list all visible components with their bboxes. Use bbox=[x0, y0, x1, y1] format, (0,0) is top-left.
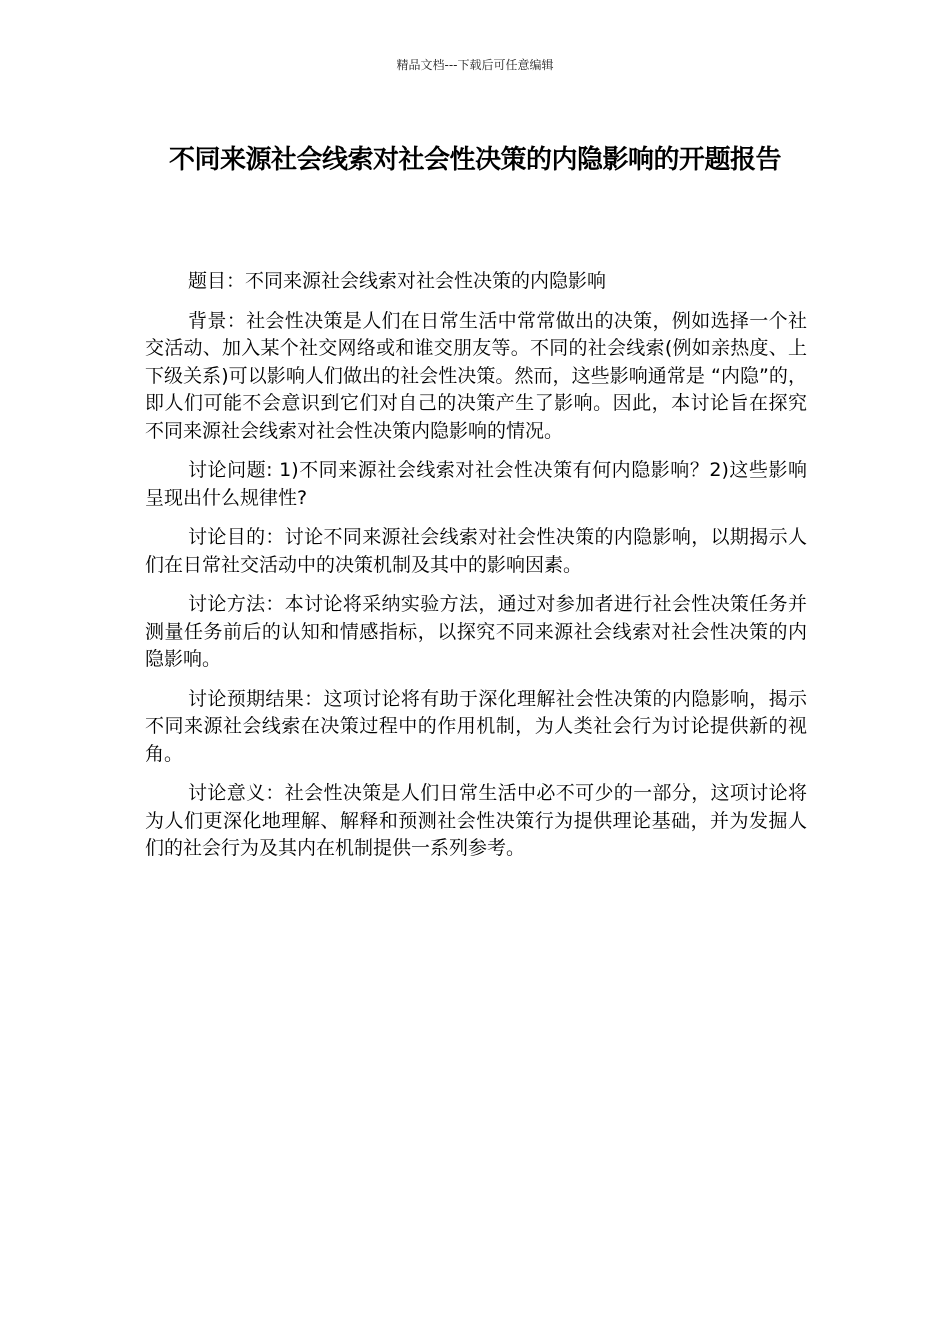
paragraph-research-method: 讨论方法：本讨论将采纳实验方法，通过对参加者进行社会性决策任务并测量任务前后的认知和情感指标，以探究不同来源社会线索对社会性决策的内隐影响。 bbox=[145, 593, 807, 670]
document-title: 不同来源社会线索对社会性决策的内隐影响的开题报告 bbox=[168, 145, 781, 175]
page-header: 精品文档---下载后可任意编辑 bbox=[396, 58, 554, 72]
paragraph-expected-results: 讨论预期结果：这项讨论将有助于深化理解社会性决策的内隐影响，揭示不同来源社会线索在决策过程中的作用机制，为人类社会行为讨论提供新的视角。 bbox=[145, 687, 807, 765]
paragraph-background: 背景：社会性决策是人们在日常生活中常常做出的决策，例如选择一个社交活动、加入某个社交网络或和谁交朋友等。不同的社会线索(例如亲热度、上下级关系)可以影响人们做出的社会性决策。然而，这些影响通常是 “内隐”的，即人们可能不会意识到它们对自己的决策产生了影响。因此，本讨论旨在探究不同来源社会线索对社会性决策内隐影响的情况。 bbox=[145, 309, 807, 442]
paragraph-significance: 讨论意义：社会性决策是人们日常生活中必不可少的一部分，这项讨论将为人们更深化地理解、解释和预测社会性决策行为提供理论基础，并为发掘人们的社会行为及其内在机制提供一系列参考。 bbox=[145, 782, 807, 859]
paragraph-topic: 题目：不同来源社会线索对社会性决策的内隐影响 bbox=[188, 270, 607, 292]
document-body bbox=[145, 268, 807, 875]
paragraph-research-questions: 讨论问题: 1)不同来源社会线索对社会性决策有何内隐影响？2)这些影响呈现出什么规律性? bbox=[145, 459, 807, 509]
paragraph-research-purpose: 讨论目的：讨论不同来源社会线索对社会性决策的内隐影响，以期揭示人们在日常社交活动中的决策机制及其中的影响因素。 bbox=[145, 526, 807, 576]
